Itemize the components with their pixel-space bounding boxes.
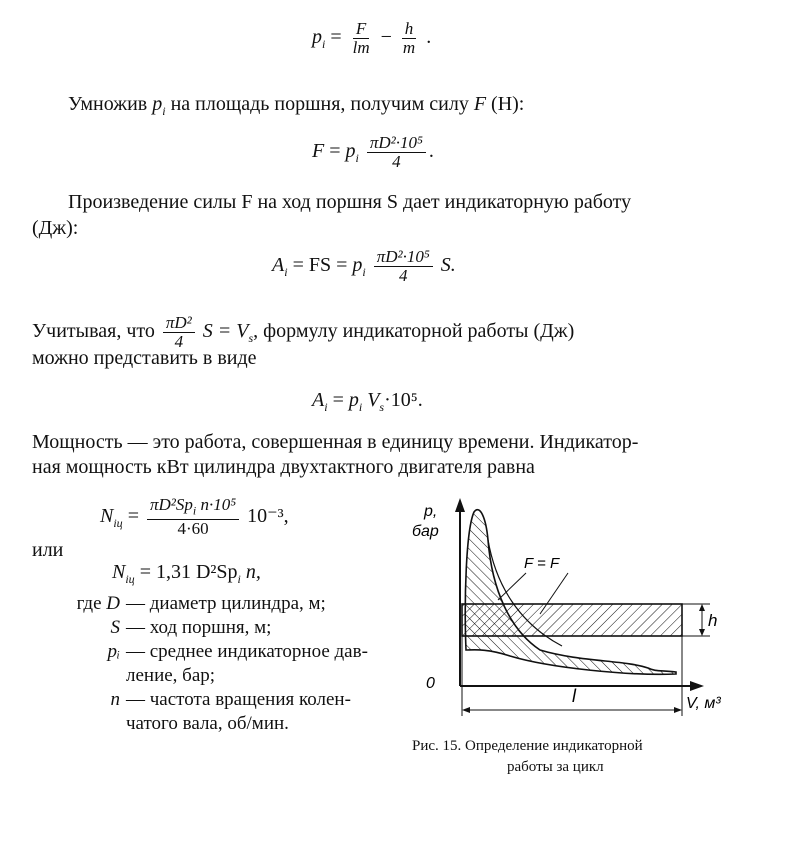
area-label: F = F [524,555,560,572]
l-arrow-right [674,707,682,713]
figure-caption [412,736,752,778]
leader-line-1 [498,573,526,600]
indicator-diagram [400,490,750,730]
equivalent-rectangle [462,604,682,636]
definition-item: где D — диаметр цилиндра, м; [76,593,326,614]
paragraph-work-cont: (Дж): [32,217,79,239]
paragraph-volume-cont: можно представить в виде [32,347,257,369]
formula-force: $F = p_i$ $\frac{\text{πD²·10⁵}}{4}$ . [312,133,434,171]
y-axis-arrow [455,498,465,512]
definition-item: S — ход поршня, м; [110,617,272,638]
formula-power-simplified: $N_{iц} = 1,31$ $D^2Sp_i$ n, [112,561,261,586]
paragraph-force: Умножив $p_i$ на площадь поршня, получим силу F (Н): [68,93,525,118]
formula-mean-pressure: $p_i$ = $\frac{F}{lm}$ − $\frac{h}{m}$ . [312,19,432,57]
x-axis-arrow [690,681,704,691]
h-arrow-bottom [699,629,705,636]
definition-item: чатого вала, об/мин. [126,713,289,734]
caption-line-1: Рис. 15. Определение индикаторной [412,738,643,754]
y-axis-unit: бар [412,523,439,540]
y-axis-label: p, [424,503,438,520]
caption-line-2: работы за цикл [507,759,604,775]
paragraph-work: Произведение силы F на ход поршня S дает индикаторную работу [68,191,632,213]
formula-work-volume: $A_i = p_i$ $V_s\cdot 10^5$. [312,389,423,414]
definition-item: pᵢ — среднее индикаторное дав- [107,641,368,662]
definitions-list [30,592,390,736]
definition-item: n — частота вращения колен- [110,689,351,710]
indicator-loop [465,510,676,675]
h-label: h [708,611,718,630]
formula-power: $N_{iц}$ = $\frac{\pi D^2Sp_i n\cdot 10^5}{4\cdot 60}$ 10⁻³, [100,495,289,539]
x-axis-label: V, м³ [686,695,721,712]
l-label: l [572,686,576,706]
origin-label: 0 [426,675,435,692]
formula-indicator-work: $A_i$ = FS = $p_i$ $\frac{\text{πD²·10⁵}}{4}$ S. [272,247,456,285]
paragraph-volume: Учитывая, что $\frac{\text{πD²}}{4}$ $S = V_s$, формулу индикаторной работы (Дж) [32,313,575,351]
paragraph-power: Мощность — это работа, совершенная в единицу времени. Индикатор- [32,431,639,453]
paragraph-power-cont: ная мощность кВт цилиндра двухтактного двигателя равна [32,456,535,478]
h-arrow-top [699,604,705,611]
word-or: или [32,539,64,561]
definition-item: ление, бар; [126,665,216,686]
l-arrow-left [462,707,470,713]
